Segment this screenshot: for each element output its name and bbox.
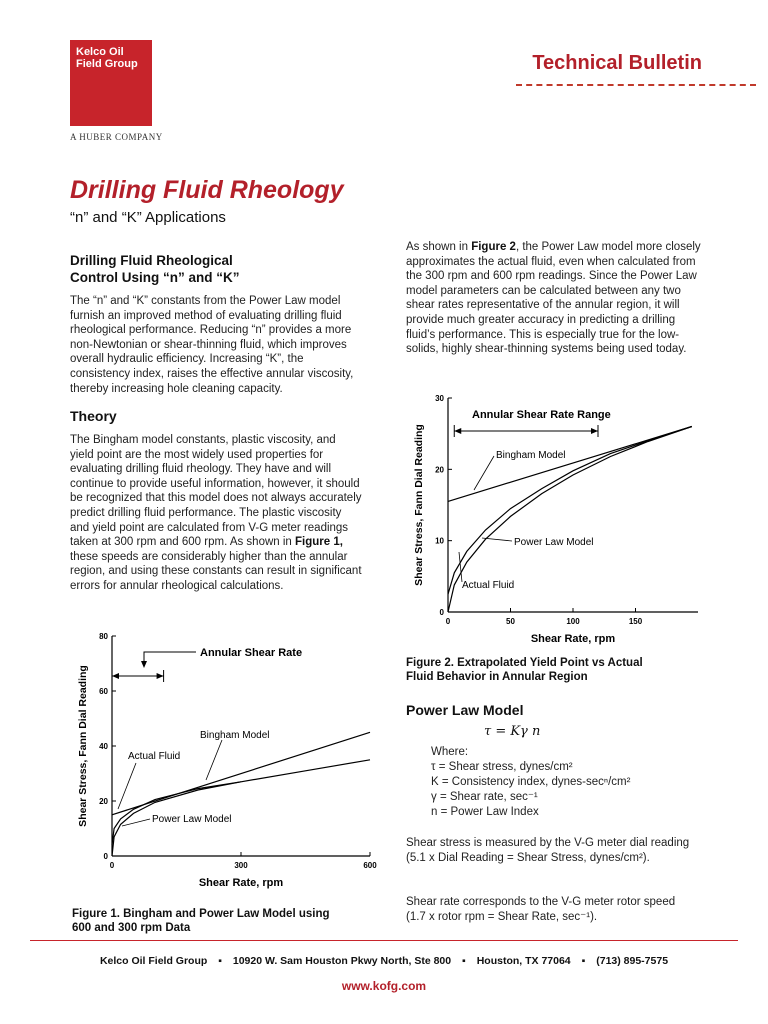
company-tagline: A HUBER COMPANY <box>70 132 163 142</box>
theory-text-2: these speeds are considerably higher than the annular region, and using these constants can result in significant errors for annular rheological calculations. <box>70 550 362 592</box>
page-subtitle: “n” and “K” Applications <box>70 209 226 226</box>
series-label: Bingham Model <box>496 450 566 461</box>
series-label: Power Law Model <box>514 537 594 548</box>
annular-arrowhead-right <box>157 673 164 679</box>
x-axis-label: Shear Rate, rpm <box>198 877 284 889</box>
y-tick-label: 60 <box>99 687 108 696</box>
theory-text-1: The Bingham model constants, plastic viscosity, and yield point are the most widely used properties for evaluating drilling fluid rheology. They have and will continue to provide useful information, however, it should be recognized that this model does not always accurately predict drilling fluid performance. The plastic viscosity and yield point are calculated from V-G meter readings taken at 300 rpm and 600 rpm. As shown in <box>70 434 362 549</box>
caption-line-2: Fluid Behavior in Annular Region <box>406 671 588 683</box>
x-tick-label: 0 <box>445 617 451 626</box>
series-label-pointer <box>482 538 512 541</box>
where-label: Where: <box>431 746 469 758</box>
footer-contact <box>0 955 768 967</box>
series-label-pointer <box>118 763 136 809</box>
definition-item: γ = Shear rate, sec⁻¹ <box>431 791 538 803</box>
definition-item: K = Consistency index, dynes-secⁿ/cm² <box>431 776 631 788</box>
bulletin-label: Technical Bulletin <box>532 52 702 74</box>
x-tick-label: 150 <box>628 617 643 626</box>
x-tick-label: 600 <box>363 861 377 870</box>
y-tick-label: 80 <box>99 632 108 641</box>
website-link[interactable]: www.kofg.com <box>341 979 427 993</box>
caption-line-1: Figure 2. Extrapolated Yield Point vs Actual <box>406 657 643 669</box>
bingham-model-line <box>448 427 692 502</box>
intro-text-2: , the Power Law model more closely approximates the actual fluid, even when calculated from the 300 rpm and 600 rpm readings. Since the Power Law model parameters can be calculated between any two shear rates representative of the annular region, it will provide much greater accuracy in predicting a drilling fluid’s performance. This is especially true for the low-solids, highly shear-thinning systems being used today. <box>406 241 701 356</box>
shear-rate-paragraph: Shear rate corresponds to the V-G meter rotor speed (1.7 x rotor rpm = Shear Rate, sec⁻¹). <box>406 896 676 923</box>
actual-fluid-line <box>448 427 692 595</box>
y-axis-label: Shear Stress, Fann Dial Reading <box>413 424 425 586</box>
footer-divider <box>30 940 738 941</box>
y-axis-label: Shear Stress, Fann Dial Reading <box>77 665 89 827</box>
header-divider <box>516 84 756 86</box>
series-label-pointer <box>206 740 222 780</box>
annular-annotation: Annular Shear Rate Range <box>472 409 611 421</box>
x-tick-label: 50 <box>506 617 515 626</box>
x-tick-label: 0 <box>109 861 115 870</box>
y-tick-label: 30 <box>435 394 444 403</box>
section-heading-control <box>70 252 240 286</box>
theory-paragraph <box>70 433 362 594</box>
annular-arrowhead-left <box>112 673 119 679</box>
definition-item: n = Power Law Index <box>431 806 539 818</box>
y-tick-label: 10 <box>435 536 444 546</box>
caption-line-2: 600 and 300 rpm Data <box>72 922 191 934</box>
series-label: Power Law Model <box>152 814 232 825</box>
x-tick-label: 300 <box>234 861 248 870</box>
definition-item: τ = Shear stress, dynes/cm² <box>431 761 573 773</box>
figure-1-caption <box>72 907 330 935</box>
series-label-pointer <box>474 456 494 490</box>
control-paragraph: The “n” and “K” constants from the Power Law model furnish an improved method of evaluating drilling fluid rheological performance. Reducing “n” provides a more non-Newtonian or shear-thinning fluid, which improves overall hydraulic efficiency. Increasing “K”, the consistency index, raises the effective annular viscosity, thereby increasing hole cleaning capacity. <box>70 295 354 395</box>
heading-line-1: Drilling Fluid Rheological <box>70 253 233 268</box>
intro-text-1: As shown in <box>406 241 472 253</box>
series-label: Bingham Model <box>200 730 270 741</box>
y-tick-label: 40 <box>99 742 108 751</box>
power-law-heading: Power Law Model <box>406 702 524 718</box>
y-tick-label: 20 <box>435 465 444 475</box>
figure-2-intro <box>406 240 706 357</box>
definitions-list <box>431 745 630 820</box>
theory-heading: Theory <box>70 408 117 424</box>
power-law-equation: τ = Kγ n <box>484 724 541 739</box>
footer-bullet: ▪ <box>581 955 586 967</box>
series-label: Actual Fluid <box>462 580 515 591</box>
y-tick-label: 0 <box>103 852 108 861</box>
footer-phone: (713) 895-7575 <box>596 955 669 967</box>
power-law-model-line <box>112 760 370 856</box>
x-axis-label: Shear Rate, rpm <box>530 633 616 645</box>
footer-bullet: ▪ <box>218 955 222 967</box>
shear-stress-paragraph: Shear stress is measured by the V-G meter dial reading (5.1 x Dial Reading = Shear Stress, dynes/cm²). <box>406 837 690 864</box>
footer-city: Houston, TX 77064 <box>476 955 571 967</box>
company-logo <box>70 40 152 126</box>
page-title: Drilling Fluid Rheology <box>70 176 344 204</box>
logo-text: Kelco Oil Field Group <box>76 46 138 70</box>
bingham-model-line <box>112 732 370 815</box>
annular-arrowhead-right <box>591 428 598 434</box>
series-label: Actual Fluid <box>128 751 181 762</box>
footer-company: Kelco Oil Field Group <box>99 955 208 967</box>
series-label-pointer <box>459 552 462 582</box>
annular-annotation: Annular Shear Rate <box>200 647 303 659</box>
caption-line-1: Figure 1. Bingham and Power Law Model using <box>72 908 330 920</box>
figure-2-chart <box>404 390 716 648</box>
annular-arrowhead-left <box>454 428 461 434</box>
y-tick-label: 20 <box>99 797 108 806</box>
figure-2-ref: Figure 2 <box>471 241 516 253</box>
figure-1-ref: Figure 1, <box>295 536 343 549</box>
figure-2-caption <box>406 656 643 684</box>
annotation-arrowhead <box>141 661 147 668</box>
y-tick-label: 0 <box>439 608 444 617</box>
x-tick-label: 100 <box>566 617 580 626</box>
footer-bullet: ▪ <box>462 955 466 967</box>
figure-1-chart <box>72 626 382 894</box>
footer-address: 10920 W. Sam Houston Pkwy North, Ste 800 <box>232 955 452 967</box>
annotation-leader <box>144 652 196 662</box>
heading-line-2: Control Using “n” and “K” <box>70 270 240 285</box>
